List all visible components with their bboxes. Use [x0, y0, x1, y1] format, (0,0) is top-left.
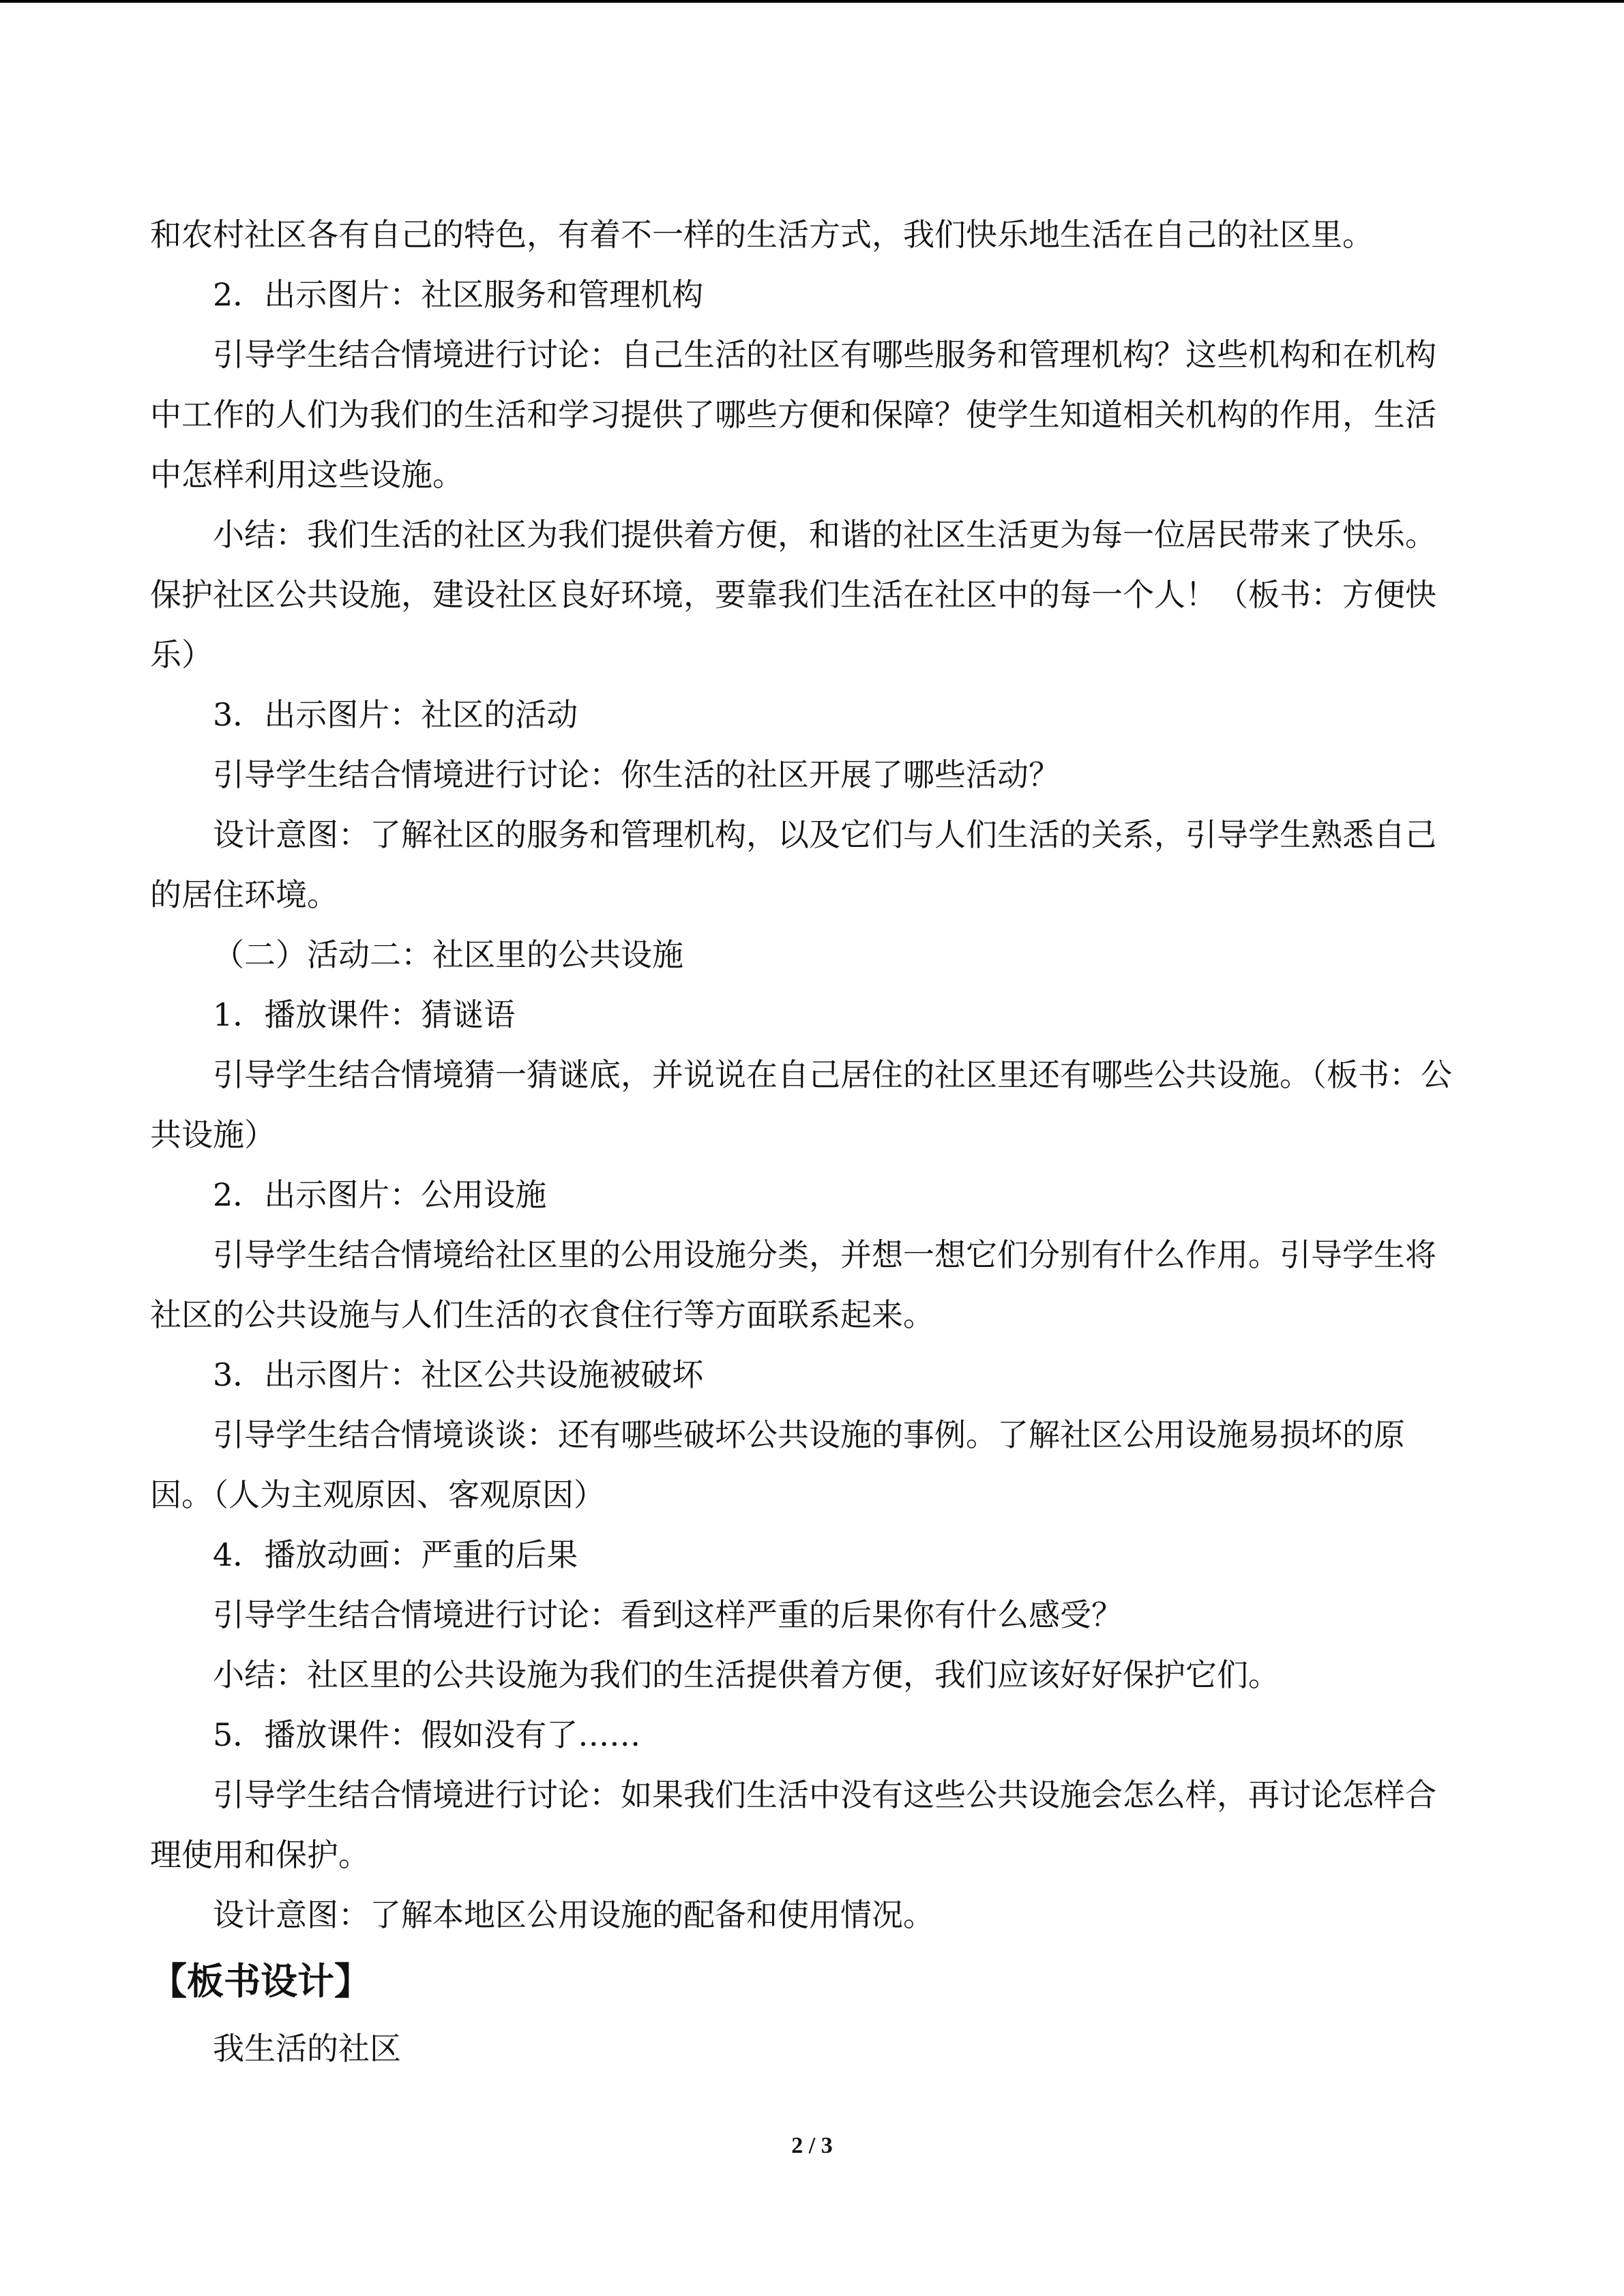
paragraph-9: 1．播放课件：猜谜语: [213, 996, 516, 1033]
paragraph-16: 引导学生结合情境进行讨论：看到这样严重的后果你有什么感受？: [213, 1596, 1123, 1633]
top-border-rule: [0, 0, 1624, 3]
paragraph-2: 2．出示图片：社区服务和管理机构: [213, 276, 704, 313]
paragraph-5: 3．出示图片：社区的活动: [213, 696, 578, 733]
paragraph-11: 2．出示图片：公用设施: [213, 1176, 547, 1213]
section-heading-board-design: 【板书设计】: [150, 1960, 371, 2003]
paragraph-10: 引导学生结合情境猜一猜谜底，并说说在自己居住的社区里还有哪些公共设施。（板书：公共设施）: [150, 1056, 1452, 1153]
paragraph-19: 引导学生结合情境进行讨论：如果我们生活中没有这些公共设施会怎么样，再讨论怎样合理使用和保护。: [150, 1776, 1436, 1873]
paragraph-15: 4．播放动画：严重的后果: [213, 1536, 578, 1573]
paragraph-18: 5．播放课件：假如没有了……: [213, 1716, 641, 1753]
paragraph-7: 设计意图：了解社区的服务和管理机构，以及它们与人们生活的关系，引导学生熟悉自己的居住环境。: [150, 816, 1436, 913]
paragraph-13: 3．出示图片：社区公共设施被破坏: [213, 1356, 704, 1393]
paragraph-8: （二）活动二：社区里的公共设施: [213, 936, 683, 973]
paragraph-17: 小结：社区里的公共设施为我们的生活提供着方便，我们应该好好保护它们。: [213, 1656, 1280, 1693]
paragraph-20: 设计意图：了解本地区公用设施的配备和使用情况。: [213, 1896, 934, 1933]
document-page: [150, 205, 1460, 2078]
paragraph-1: 和农村社区各有自己的特色，有着不一样的生活方式，我们快乐地生活在自己的社区里。: [150, 216, 1374, 253]
paragraph-6: 引导学生结合情境进行讨论：你生活的社区开展了哪些活动？: [213, 756, 1060, 793]
paragraph-14: 引导学生结合情境谈谈：还有哪些破坏公共设施的事例。了解社区公用设施易损坏的原因。（人为主观原因、客观原因）: [150, 1416, 1405, 1513]
paragraph-3: 引导学生结合情境进行讨论：自己生活的社区有哪些服务和管理机构？这些机构和在机构中工作的人们为我们的生活和学习提供了哪些方便和保障？使学生知道相关机构的作用，生活中怎样利用这些设施。: [150, 336, 1436, 493]
paragraph-4: 小结：我们生活的社区为我们提供着方便，和谐的社区生活更为每一位居民带来了快乐。保护社区公共设施，建设社区良好环境，要靠我们生活在社区中的每一个人！（板书：方便快乐）: [150, 516, 1436, 673]
board-title: 我生活的社区: [213, 2030, 401, 2067]
page-number: 2 / 3: [791, 2133, 833, 2158]
paragraph-12: 引导学生结合情境给社区里的公用设施分类，并想一想它们分别有什么作用。引导学生将社区的公共设施与人们生活的衣食住行等方面联系起来。: [150, 1236, 1436, 1333]
